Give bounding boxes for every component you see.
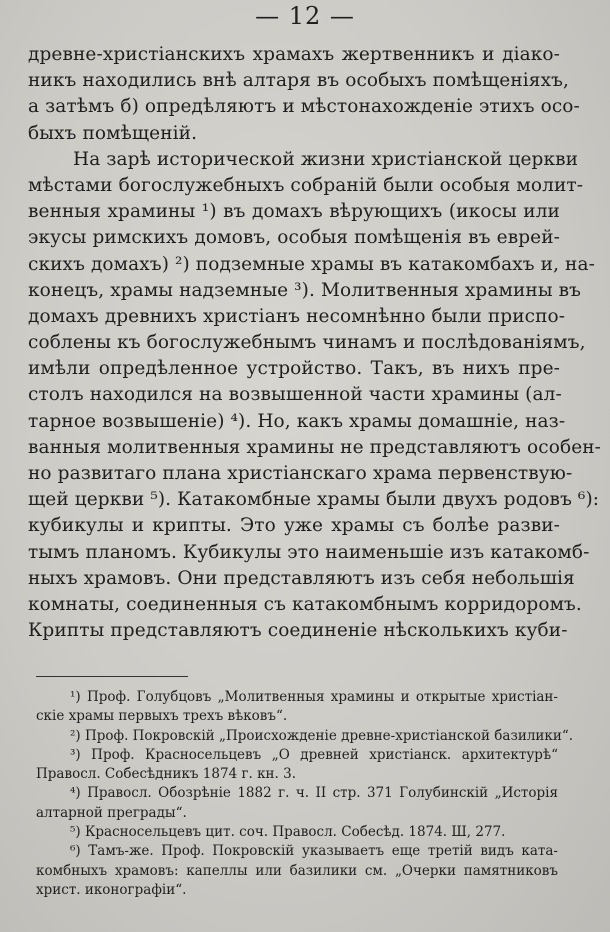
- footnotes: [36, 688, 574, 900]
- footnote-line: скіе храмы первыхъ трехъ вѣковъ“.: [36, 708, 288, 725]
- body-line: столъ находился на возвышенной части храмины (ал-: [28, 384, 562, 406]
- body-line: скихъ домахъ) ²) подземные храмы въ катакомбахъ и, на-: [28, 253, 595, 275]
- body-line: домахъ древнихъ христіанъ несомнѣнно были приспо-: [28, 305, 566, 327]
- footnote-line: ²) Проф. Покровскій „Происхожденіе древне-христіанской базилики“.: [70, 727, 574, 744]
- body-line: ванныя молитвенныя храмины не представляютъ особен-: [28, 436, 602, 458]
- footnote-divider: [36, 676, 188, 677]
- footnote-line: ⁵) Красносельцевъ цит. соч. Правосл. Собесѣд. 1874. Ш, 277.: [70, 824, 506, 841]
- body-line: никъ находились внѣ алтаря въ особыхъ помѣщеніяхъ,: [28, 70, 569, 92]
- body-line: комнаты, соединенныя съ катакомбнымъ корридоромъ.: [28, 593, 582, 615]
- body-line: тымъ планомъ. Кубикулы это наименьшіе изъ катакомб-: [28, 541, 590, 563]
- footnote-line: ⁶) Тамъ-же. Проф. Покровскій указываетъ еще третій видъ ката-: [70, 843, 558, 860]
- footnote-line: Правосл. Собесѣдникъ 1874 г. кн. 3.: [36, 766, 297, 783]
- body-line: имѣли опредѣленное устройство. Такъ, въ нихъ пре-: [28, 358, 560, 380]
- footnote-line: комбныхъ храмовъ: капеллы или базилики см. „Очерки памятниковъ: [36, 862, 558, 879]
- body-line: венныя храмины ¹) въ домахъ вѣрующихъ (икосы или: [28, 201, 560, 223]
- body-line: быхъ помѣщеній.: [28, 122, 198, 144]
- body-line: кубикулы и крипты. Это уже храмы съ болѣе разви-: [28, 515, 560, 537]
- body-line: Крипты представляютъ соединеніе нѣсколькихъ куби-: [28, 620, 568, 642]
- footnote-line: ¹) Проф. Голубцовъ „Молитвенныя храмины и открытые христіан-: [70, 689, 558, 705]
- body-line: мѣстами богослужебныхъ собраній были особыя молит-: [28, 174, 584, 196]
- body-text: [28, 42, 602, 644]
- body-line: конецъ, храмы надземные ³). Молитвенныя храмины въ: [28, 279, 582, 301]
- body-line: древне-христіанскихъ храмахъ жертвенникъ и діако-: [28, 44, 560, 65]
- body-line: ныхъ храмовъ. Они представляютъ изъ себя небольшія: [28, 567, 575, 589]
- footnote-line: ³) Проф. Красносельцевъ „О древней христіанск. архитектурѣ“: [70, 746, 558, 763]
- body-line: но развитаго плана христіанскаго храма первенствую-: [28, 463, 573, 484]
- page-number: — 12 —: [255, 2, 355, 30]
- body-line: а затѣмъ б) опредѣляютъ и мѣстонахожденіе этихъ осо-: [28, 96, 580, 118]
- body-line: На зарѣ исторической жизни христіанской церкви: [73, 148, 579, 170]
- footnote-line: христ. иконографіи“.: [36, 881, 187, 898]
- body-line: щей церкви ⁵). Катакомбные храмы были двухъ родовъ ⁶):: [28, 489, 600, 511]
- footnote-line: ⁴) Правосл. Обозрѣніе 1882 г. ч. II стр. 371 Голубинскій „Исторія: [70, 785, 558, 802]
- footnote-line: алтарной преграды“.: [36, 804, 187, 821]
- body-line: соблены къ богослужебнымъ чинамъ и послѣдованіямъ,: [28, 332, 586, 354]
- body-line: экусы римскихъ домовъ, особыя помѣщенія въ еврей-: [28, 227, 560, 249]
- body-line: тарное возвышеніе) ⁴). Но, какъ храмы домашніе, наз-: [28, 410, 566, 432]
